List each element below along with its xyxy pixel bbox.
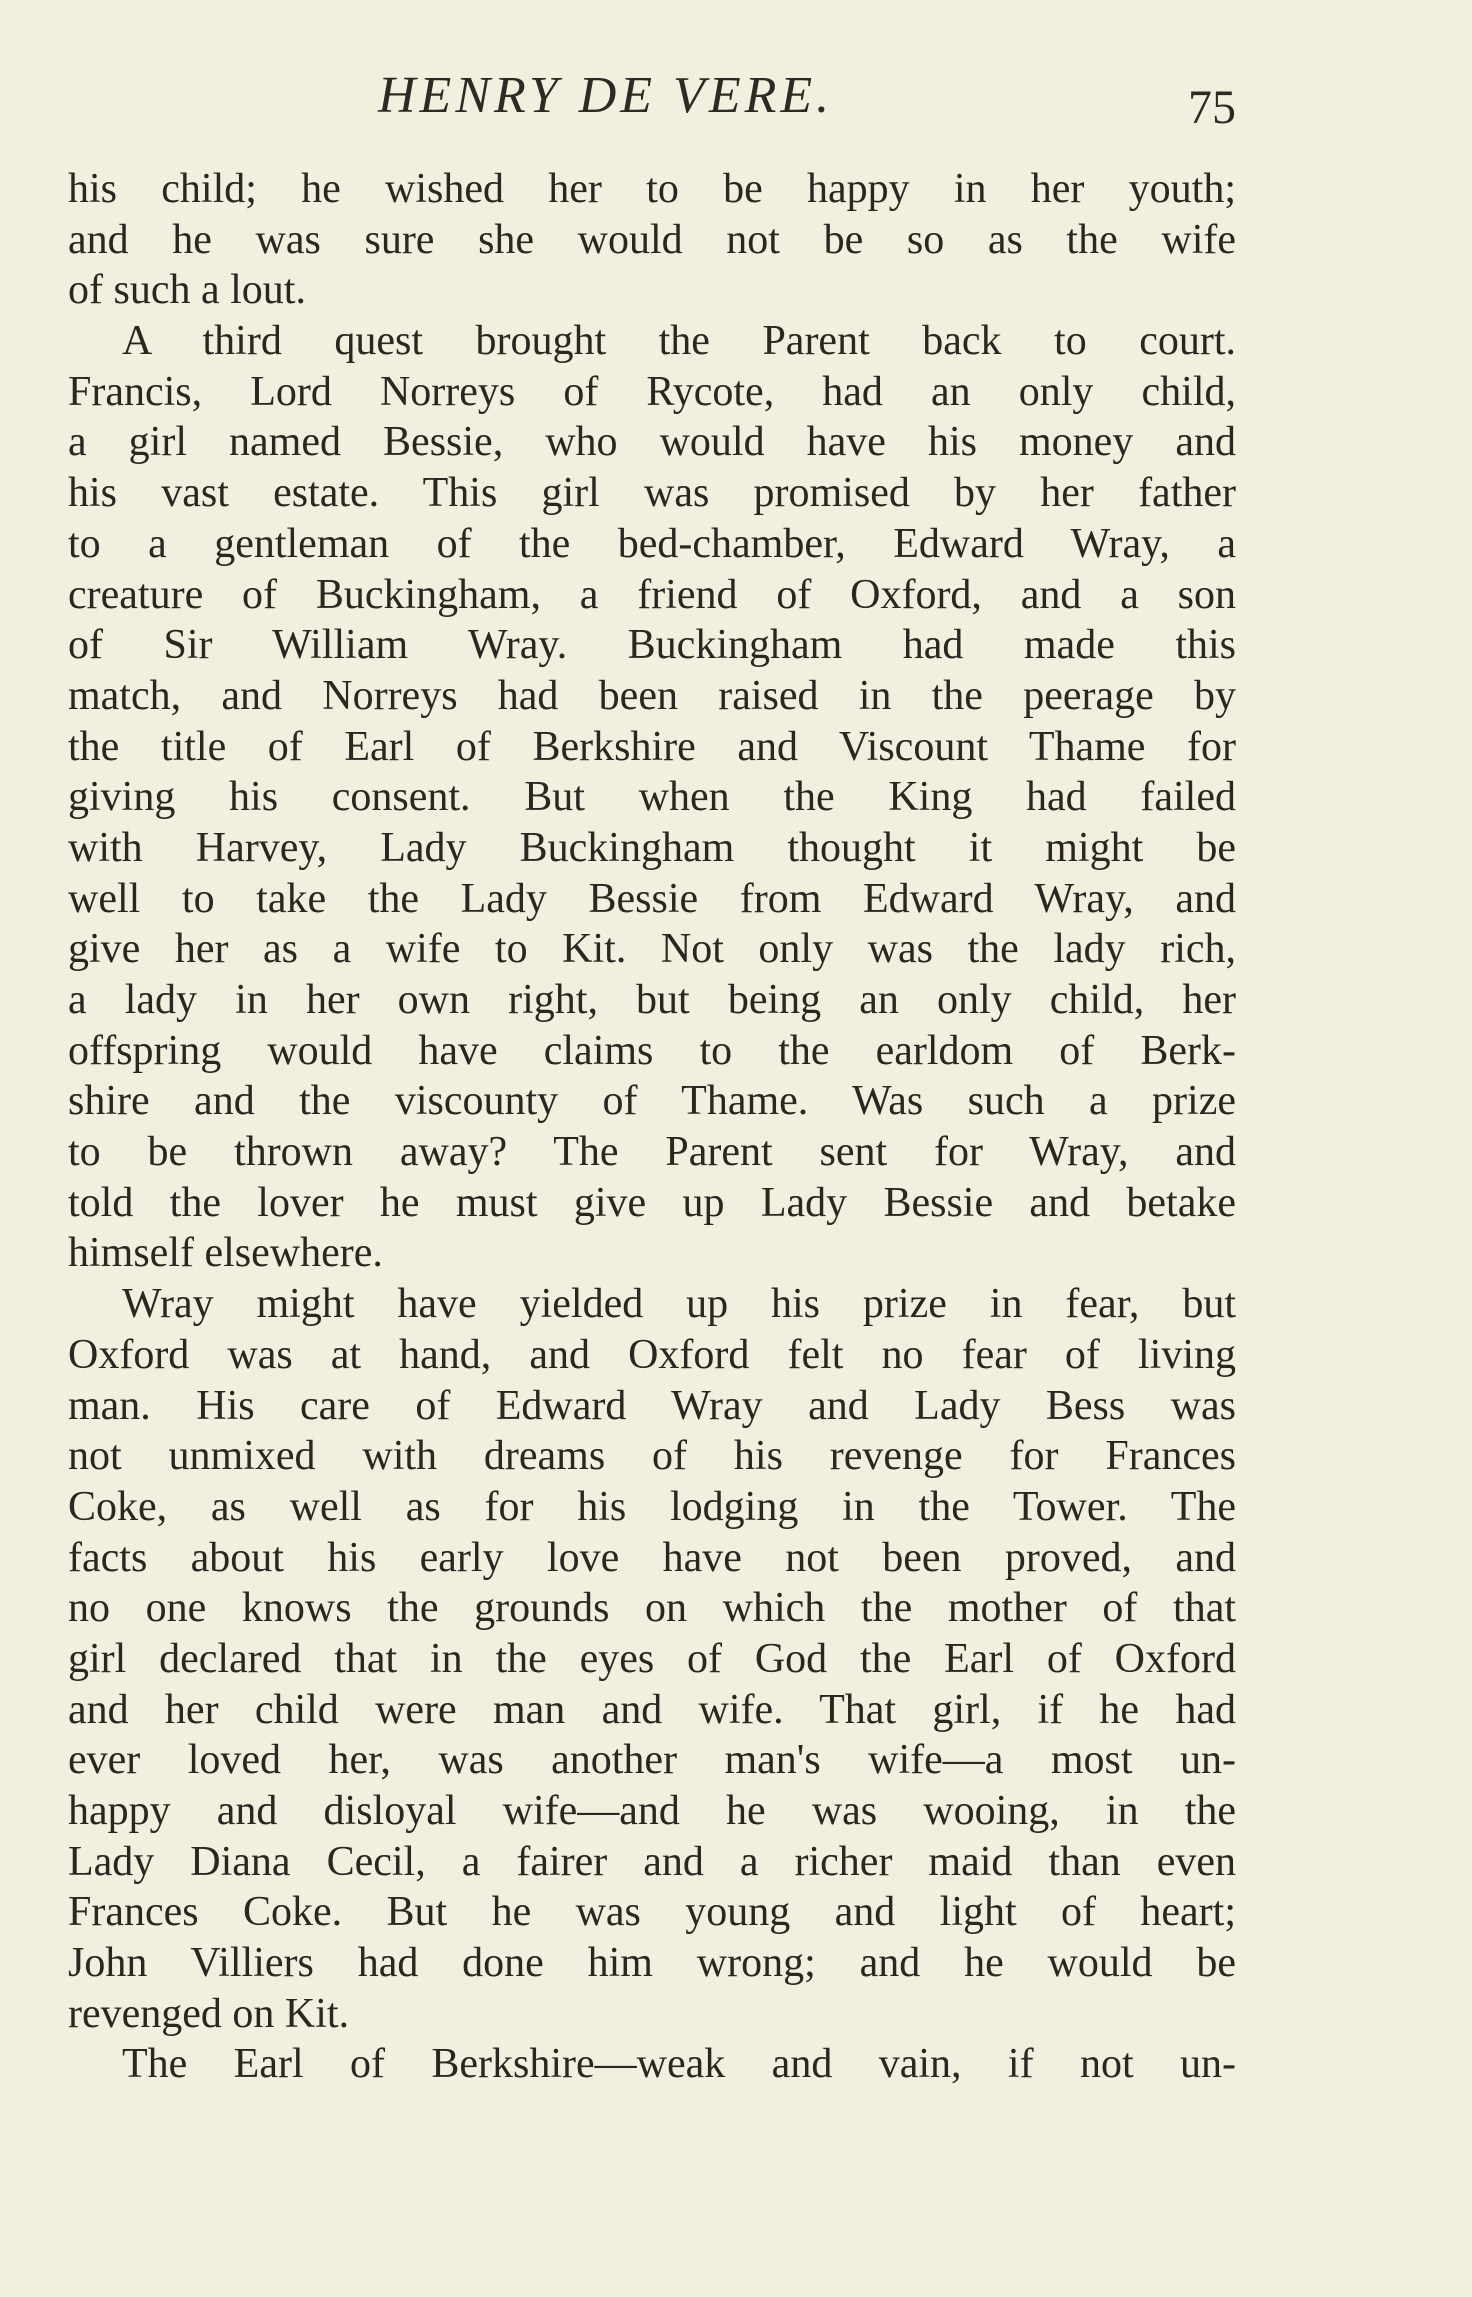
- text-line: told the lover he must give up Lady Bessie and betake: [68, 1179, 1236, 1226]
- text-line: Lady Diana Cecil, a fairer and a richer maid than even: [68, 1838, 1236, 1885]
- text-line: to a gentleman of the bed-chamber, Edward Wray, a: [68, 520, 1236, 567]
- text-line: and he was sure she would not be so as the wife: [68, 216, 1236, 263]
- text-line: to be thrown away? The Parent sent for Wray, and: [68, 1129, 1236, 1176]
- text-line: a lady in her own right, but being an only child, her: [68, 977, 1236, 1023]
- text-line: a girl named Bessie, who would have his money and: [68, 419, 1236, 466]
- text-line: shire and the viscounty of Thame. Was such a prize: [68, 1078, 1236, 1125]
- text-line: creature of Buckingham, a friend of Oxford, and a son: [68, 571, 1236, 618]
- text-line: offspring would have claims to the earldom of Berk-: [68, 1027, 1236, 1074]
- text-line: Coke, as well as for his lodging in the Tower. The: [68, 1483, 1236, 1530]
- text-line: of such a lout.: [68, 267, 306, 314]
- text-line: Wray might have yielded up his prize in fear, but: [122, 1281, 1236, 1328]
- text-line: happy and disloyal wife—and he was wooing, in the: [68, 1788, 1236, 1834]
- text-line: Oxford was at hand, and Oxford felt no fear of living: [68, 1331, 1236, 1378]
- text-line: the title of Earl of Berkshire and Viscount Thame for: [68, 723, 1236, 770]
- text-line: not unmixed with dreams of his revenge for Frances: [68, 1433, 1236, 1480]
- text-line: himself elsewhere.: [68, 1230, 383, 1277]
- body-text: [68, 164, 1236, 2090]
- running-title: HENRY DE VERE.: [378, 67, 834, 124]
- text-line: girl declared that in the eyes of God the Earl of Oxford: [68, 1635, 1236, 1682]
- text-line: match, and Norreys had been raised in the peerage by: [68, 672, 1236, 719]
- text-line: revenged on Kit.: [68, 1990, 350, 2037]
- text-line: A third quest brought the Parent back to court.: [122, 318, 1236, 365]
- text-line: of Sir William Wray. Buckingham had made this: [68, 622, 1236, 669]
- text-line: man. His care of Edward Wray and Lady Bess was: [68, 1382, 1236, 1429]
- text-line: facts about his early love have not been proved, and: [68, 1534, 1236, 1581]
- running-head: [0, 66, 1472, 136]
- text-line: his vast estate. This girl was promised by her father: [68, 470, 1236, 517]
- text-line: well to take the Lady Bessie from Edward Wray, and: [68, 875, 1236, 922]
- text-line: Francis, Lord Norreys of Rycote, had an only child,: [68, 368, 1236, 415]
- text-line: and her child were man and wife. That girl, if he had: [68, 1686, 1236, 1733]
- page-number: 75: [1188, 81, 1236, 134]
- text-line: his child; he wished her to be happy in her youth;: [68, 166, 1236, 212]
- text-line: Frances Coke. But he was young and light of heart;: [68, 1889, 1236, 1936]
- text-line: give her as a wife to Kit. Not only was the lady rich,: [68, 926, 1236, 973]
- text-line: The Earl of Berkshire—weak and vain, if not un-: [122, 2041, 1236, 2088]
- text-line: giving his consent. But when the King had failed: [68, 774, 1236, 821]
- text-line: with Harvey, Lady Buckingham thought it might be: [68, 824, 1236, 871]
- text-line: no one knows the grounds on which the mother of that: [68, 1585, 1236, 1632]
- text-line: John Villiers had done him wrong; and he would be: [68, 1940, 1236, 1987]
- text-line: ever loved her, was another man's wife—a most un-: [68, 1737, 1236, 1784]
